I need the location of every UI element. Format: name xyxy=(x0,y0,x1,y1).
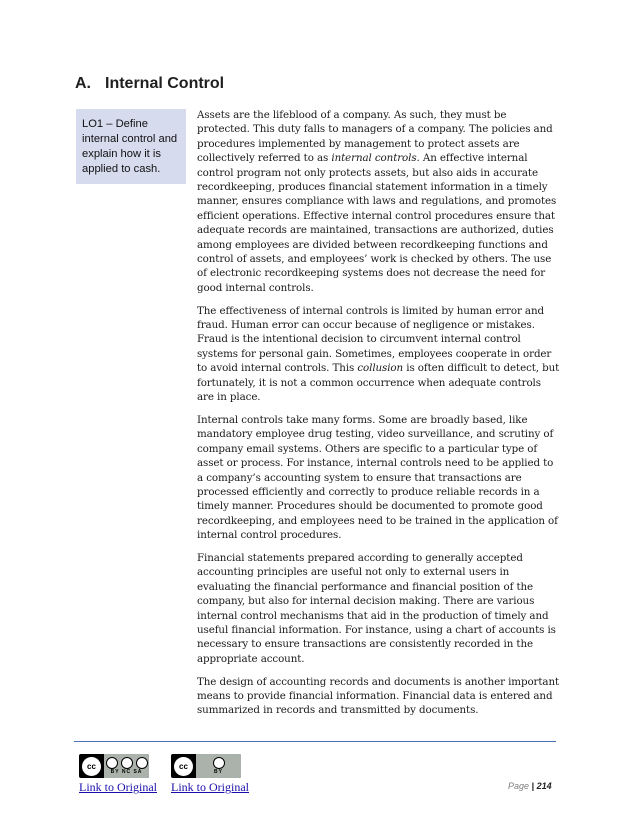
cc-by-nc-sa-badge[interactable] xyxy=(79,754,149,778)
link-to-original-1[interactable]: Link to Original xyxy=(79,780,157,794)
learning-objective-box xyxy=(76,109,186,184)
term-collusion: collusion xyxy=(357,362,404,375)
footer-divider xyxy=(74,741,556,742)
by-person-icon xyxy=(213,757,225,769)
nc-dollar-icon xyxy=(121,757,133,769)
paragraph-3: Internal controls take many forms. Some are broadly based, like mandatory employee drug testing, video surveillance, and scrutiny of company email systems. Others are specific to a particular type of asset or process. For instance, internal controls need to be applied to a company’s accounting system to ensure that transactions are processed efficiently and correctly to produce reliable records in a timely manner. Procedures should be documented to promote good recordkeeping, and employees need to be trained in the application of internal control procedures. xyxy=(197,413,558,542)
section-title: Internal Control xyxy=(105,75,225,92)
cc-icon: cc xyxy=(174,757,193,776)
paragraph-4: Financial statements prepared according to generally accepted accounting principles are useful not only to external users in evaluating the financial performance and financial position of the company, but also for internal decision making. There are various internal control mechanisms that aid in the production of timely and useful financial information. For instance, using a chart of accounts is necessary to ensure transactions are consistently recorded in the appropriate account. xyxy=(197,551,556,665)
sa-share-icon xyxy=(136,757,148,769)
section-letter: A. xyxy=(75,75,91,92)
section-heading xyxy=(75,75,224,93)
page-separator: | xyxy=(531,781,535,791)
paragraph-5: The design of accounting records and documents is another important means to provide financial information. Financial data is entered and summarized in records and transmitted by documents. xyxy=(197,675,560,717)
link-to-original-2[interactable]: Link to Original xyxy=(171,780,249,794)
learning-objective-text: LO1 – Define internal control and explain how it is applied to cash. xyxy=(82,118,178,175)
paragraph-1: Assets are the lifeblood of a company. As such, they must be protected. This duty falls to managers of a company. The policies and procedures implemented by management to protect assets are collectively referred to as internal controls. An effective internal control program not only protects assets, but also aids in accurate recordkeeping, produces financial statement information in a timely manner, ensures compliance with laws and regulations, and promotes efficient operations. Effective internal control procedures ensure that adequate records are maintained, transactions are authorized, duties among employees are divided between recordkeeping functions and control of assets, and employees’ work is checked by others. The use of electronic recordkeeping systems does not decrease the need for good internal controls. xyxy=(197,109,557,294)
paragraph-2: The effectiveness of internal controls is limited by human error and fraud. Human error can occur because of negligence or mistakes. Fraud is the intentional decision to circumvent internal control systems for personal gain. Sometimes, employees cooperate in order to avoid internal controls. This collusion is often difficult to detect, but fortunately, it is not a common occurrence when adequate controls are in place. xyxy=(197,304,560,404)
license-codes: BY xyxy=(214,769,223,775)
page-number-value: 214 xyxy=(536,781,552,791)
body-text xyxy=(197,108,560,726)
page-number xyxy=(508,781,552,791)
license-codes: BY NC SA xyxy=(110,769,143,775)
by-person-icon xyxy=(106,757,118,769)
cc-by-badge[interactable] xyxy=(171,754,241,778)
term-internal-controls: internal controls. xyxy=(331,152,420,165)
page-label: Page xyxy=(508,781,530,791)
cc-icon: cc xyxy=(82,757,101,776)
